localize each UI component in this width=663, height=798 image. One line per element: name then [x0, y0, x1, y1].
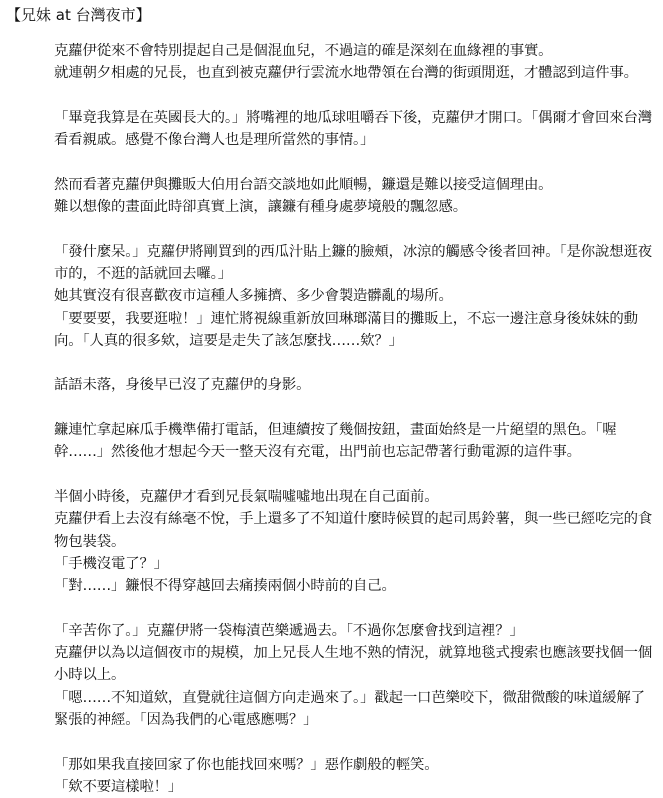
story-paragraph: 難以想像的畫面此時卻真實上演，讓鐮有種身處夢境般的飄忽感。	[54, 199, 467, 216]
blank-line	[6, 85, 656, 107]
story-paragraph: 「對……」鐮恨不得穿越回去痛揍兩個小時前的自己。	[54, 578, 396, 595]
blank-line	[6, 352, 656, 374]
story-paragraph: 就連朝夕相處的兄長，也直到被克蘿伊行雲流水地帶領在台灣的街頭閒逛，才體認到這件事。	[54, 65, 638, 82]
blank-line	[6, 731, 656, 753]
story-paragraph: 「辛苦你了。」克蘿伊將一袋梅漬芭樂遞過去。「不過你怎麼會找到這裡？」	[54, 622, 524, 639]
story-paragraph: 克蘿伊看上去沒有絲毫不悅，手上還多了不知道什麼時候買的起司馬鈴薯，與一些已經吃完的食物包裝袋。	[54, 511, 653, 550]
story-body	[6, 40, 656, 798]
story-title: 【兄妹 at 台灣夜市】	[6, 6, 151, 24]
blank-line	[6, 218, 656, 240]
story-paragraph: 「那如果我直接回家了你也能找回來嗎？」惡作劇般的輕笑。	[54, 756, 439, 773]
story-paragraph: 克蘿伊以為以這個夜市的規模，加上兄長人生地不熟的情況，就算地毯式搜索也應該要找個一個小時以上。	[54, 645, 653, 684]
story-paragraph: 克蘿伊從來不會特別提起自己是個混血兒，不過這的確是深刻在血緣裡的事實。	[54, 43, 553, 59]
story-paragraph: 然而看著克蘿伊與攤販大伯用台語交談地如此順暢，鐮還是難以接受這個理由。	[54, 176, 553, 193]
story-paragraph: 「欸不要這樣啦！」	[54, 778, 183, 795]
blank-line	[6, 151, 656, 173]
blank-line	[6, 464, 656, 486]
story-paragraph: 「畢竟我算是在英國長大的。」將嘴裡的地瓜球咀嚼吞下後，克蘿伊才開口。「偶爾才會回來台灣看看親戚。感覺不像台灣人也是理所當然的事情。」	[54, 109, 652, 149]
story-paragraph: 她其實沒有很喜歡夜市這種人多擁擠、多少會製造髒亂的場所。	[54, 288, 453, 305]
blank-line	[6, 397, 656, 419]
story-paragraph: 半個小時後，克蘿伊才看到兄長氣喘噓噓地出現在自己面前。	[54, 488, 439, 505]
story-paragraph: 話語未落，身後早已沒了克蘿伊的身影。	[54, 377, 311, 394]
story-paragraph: 「嗯……不知道欸，直覺就往這個方向走過來了。」戳起一口芭樂咬下，微甜微酸的味道緩解了緊張的神經。「因為我們的心電感應嗎？」	[54, 689, 645, 728]
story-paragraph: 「要要要，我要逛啦！」連忙將視線重新放回琳瑯滿目的攤販上，不忘一邊注意身後妹妹的動向。「人真的很多欸，這要是走失了該怎麼找……欸？」	[54, 310, 638, 349]
story-paragraph: 鐮連忙拿起麻瓜手機準備打電話，但連續按了幾個按鈕，畫面始終是一片絕望的黑色。「喔幹……」然後他才想起今天一整天沒有充電，出門前也忘記帶著行動電源的這件事。	[54, 422, 617, 461]
story-paragraph: 「手機沒電了？」	[54, 555, 168, 572]
story-paragraph: 「發什麼呆。」克蘿伊將剛買到的西瓜汁貼上鐮的臉頰，冰涼的觸感令後者回神。「是你說想逛夜市的，不逛的話就回去囉。」	[54, 243, 652, 282]
blank-line	[6, 597, 656, 619]
